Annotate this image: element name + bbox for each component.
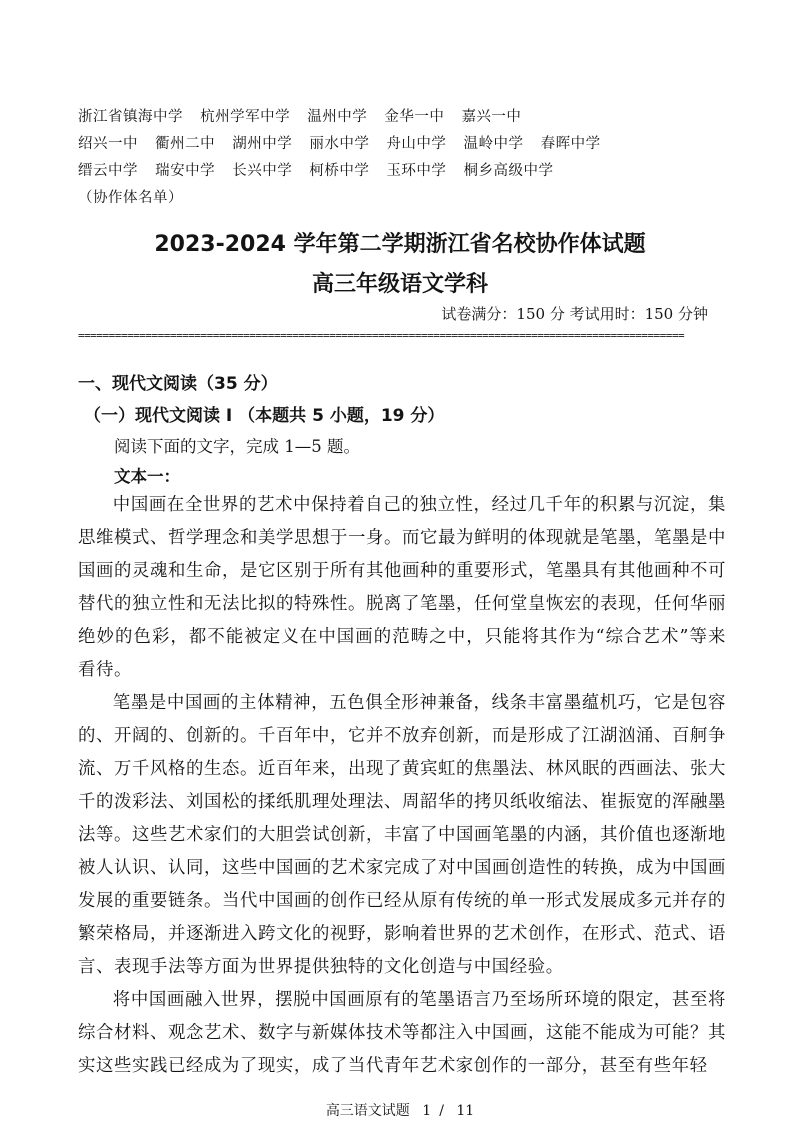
reading-instruction: 阅读下面的文字，完成 1—5 题。 xyxy=(114,437,360,456)
school-name: 湖州中学 xyxy=(232,136,293,152)
school-name: 杭州学军中学 xyxy=(200,109,291,125)
school-name: 缙云中学 xyxy=(78,163,138,179)
school-row-1 xyxy=(78,104,738,131)
school-name: 舟山中学 xyxy=(386,136,447,152)
school-name: 瑞安中学 xyxy=(155,163,216,179)
school-name: 绍兴一中 xyxy=(78,136,138,152)
school-row-2 xyxy=(78,131,738,158)
text-label: 文本一： xyxy=(114,467,180,486)
school-name: 桐乡高级中学 xyxy=(463,163,554,179)
school-row-3 xyxy=(78,158,738,185)
section-heading: 一、现代文阅读（35 分） xyxy=(78,374,278,394)
school-name: 金华一中 xyxy=(384,109,445,125)
exam-title: 2023-2024 学年第二学期浙江省名校协作体试题 xyxy=(154,232,646,257)
exam-subtitle: 高三年级语文学科 xyxy=(311,272,488,297)
page-total: 11 xyxy=(456,1103,475,1119)
passage-paragraph: 笔墨是中国画的主体精神，五色俱全形神兼备，线条丰富墨蕴机巧，它是包容的、开阔的、创新的。千百年中，它并不放弃创新，而是形成了江湖汹涌、百舸争流、万千风格的生态。近百年来，出现了黄宾虹的焦墨法、林风眠的西画法、张大千的泼彩法、刘国松的揉纸肌理处理法、周韶华的拷贝纸收缩法、崔振宽的浑融墨法等。这些艺术家们的大胆尝试创新，丰富了中国画笔墨的内涵，其价值也逐渐地被人认识、认同，这些中国画的艺术家完成了对中国画创造性的转换，成为中国画发展的重要链条。当代中国画的创作已经从原有传统的单一形式发展成多元并存的繁荣格局，并逐渐进入跨文化的视野，影响着世界的艺术创作，在形式、范式、语言、表现手法等方面为世界提供独特的文化创造与中国经验。 xyxy=(78,693,726,977)
school-name: 衢州二中 xyxy=(155,136,216,152)
school-name: 玉环中学 xyxy=(386,163,447,179)
page-separator: / xyxy=(439,1103,444,1119)
schools-note: （协作体名单） xyxy=(78,190,183,206)
school-name: 丽水中学 xyxy=(309,136,370,152)
school-name: 温岭中学 xyxy=(463,136,524,152)
school-name: 柯桥中学 xyxy=(309,163,370,179)
passage-paragraph: 中国画在全世界的艺术中保持着自己的独立性，经过几千年的积累与沉淀，集思维模式、哲学理念和美学思想于一身。而它最为鲜明的体现就是笔墨，笔墨是中国画的灵魂和生命，是它区别于所有其他画种的重要形式，笔墨具有其他画种不可替代的独立性和无法比拟的特殊性。脱离了笔墨，任何堂皇恢宏的表现，任何华丽绝妙的色彩，都不能被定义在中国画的范畴之中，只能将其作为“综合艺术”等来看待。 xyxy=(78,495,726,680)
school-name: 温州中学 xyxy=(307,109,368,125)
page-footer xyxy=(0,1100,800,1120)
passage-body xyxy=(78,489,726,1083)
page-number: 1 xyxy=(422,1103,432,1119)
exam-info: 试卷满分：150 分 考试用时：150 分钟 xyxy=(441,305,708,323)
school-name: 春晖中学 xyxy=(540,136,601,152)
divider-rule: =================================================================================================== xyxy=(78,329,685,342)
school-name: 长兴中学 xyxy=(232,163,293,179)
school-name: 嘉兴一中 xyxy=(461,109,522,125)
school-list xyxy=(78,104,738,212)
passage-paragraph: 将中国画融入世界，摆脱中国画原有的笔墨语言乃至场所环境的限定，甚至将综合材料、观念艺术、数字与新媒体技术等都注入中国画，这能不能成为可能？其实这些实践已经成为了现实，成了当代青年艺术家创作的一部分，甚至有些年轻 xyxy=(78,990,726,1076)
subsection-heading: （一）现代文阅读 I （本题共 5 小题，19 分） xyxy=(84,406,445,426)
school-name: 浙江省镇海中学 xyxy=(78,109,183,125)
footer-label: 高三语文试题 xyxy=(325,1103,410,1119)
